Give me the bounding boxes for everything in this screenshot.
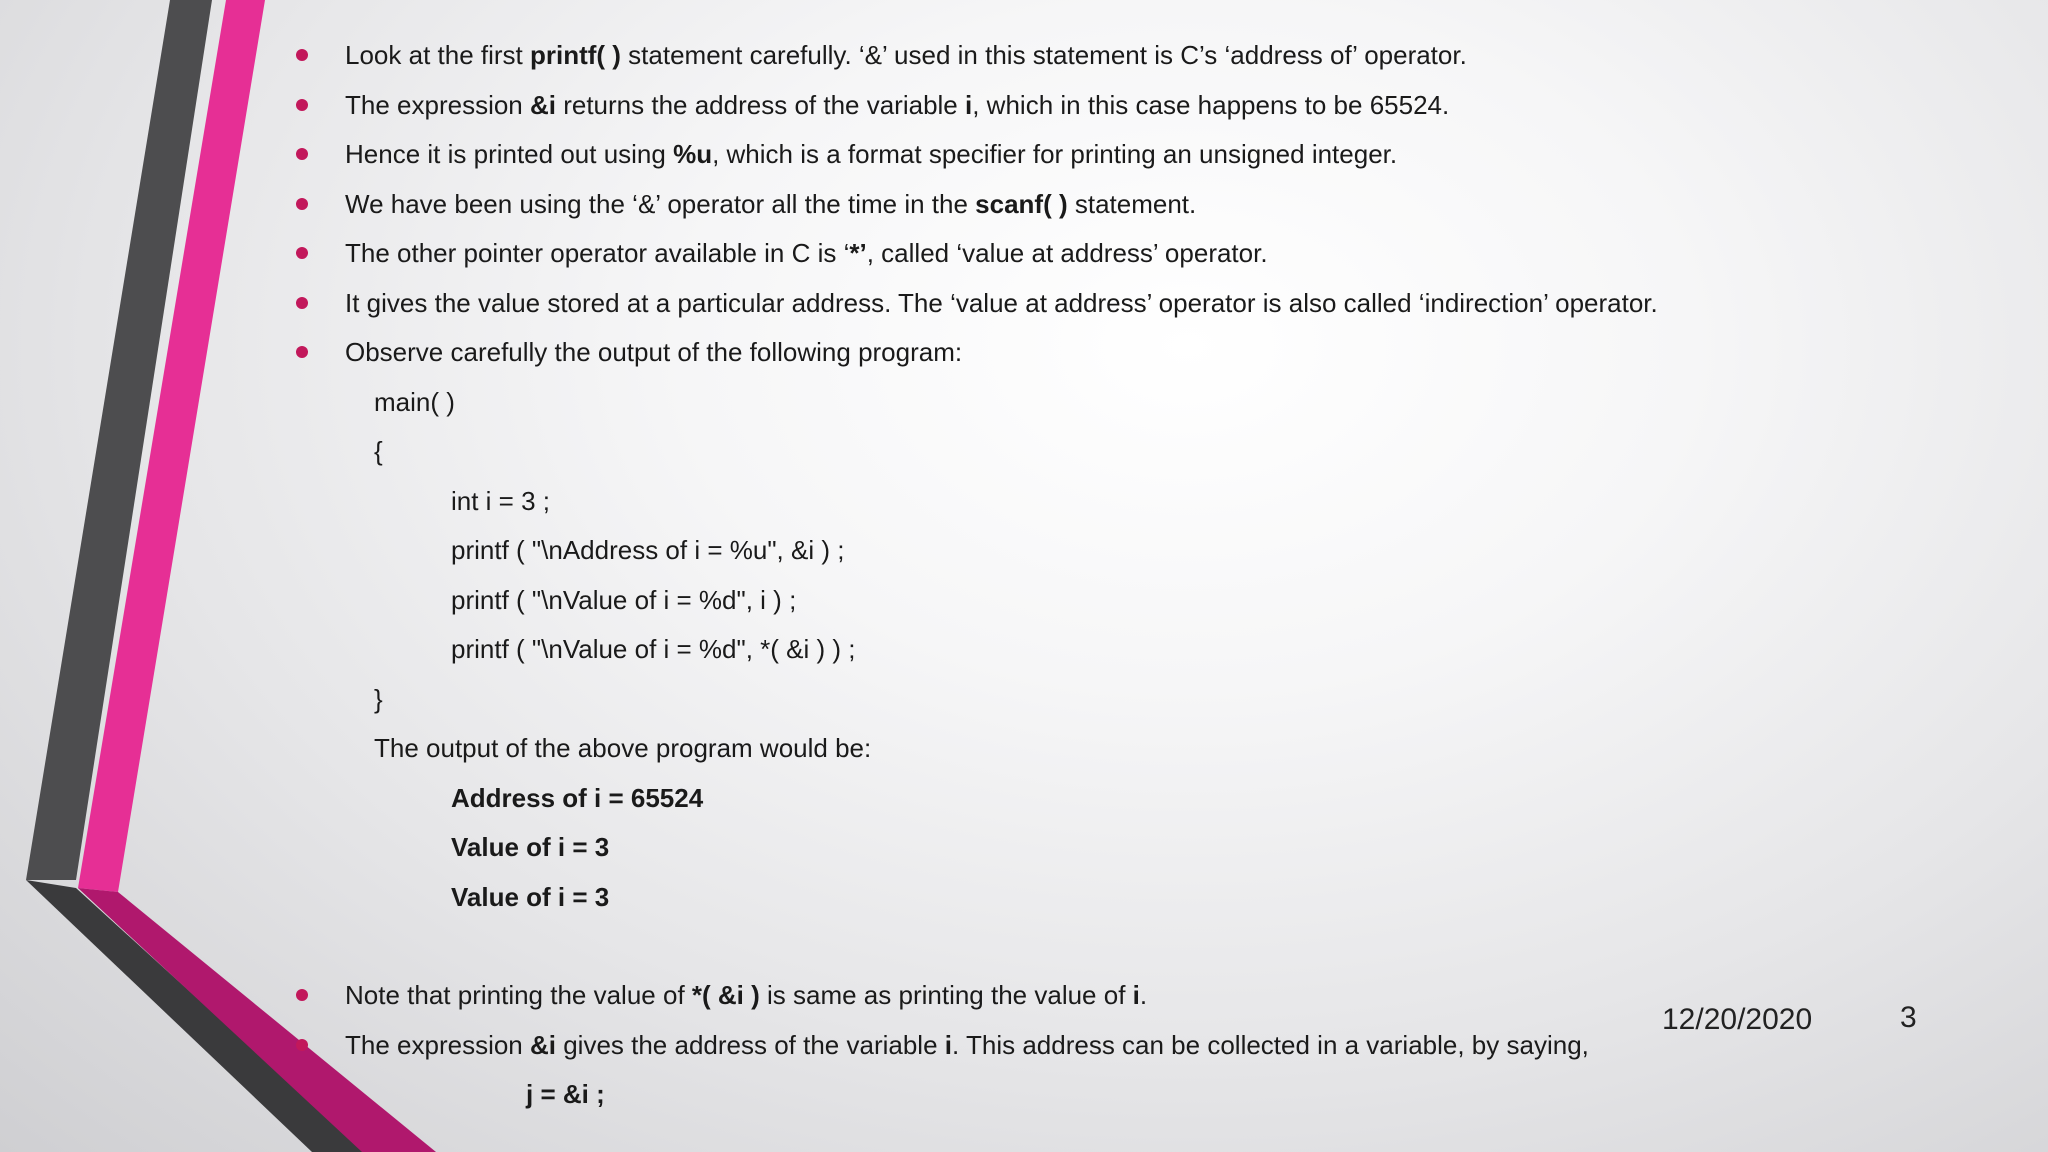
code-line: printf ( "\nValue of i = %d", i ) ; <box>451 585 797 615</box>
bullet-text: The expression &i gives the address of the variable i. This address can be collected in a variable, by saying, <box>345 1030 1589 1060</box>
code-main: main( ) <box>374 387 455 417</box>
bullet-dot <box>296 1039 308 1051</box>
code-line: int i = 3 ; <box>451 486 550 516</box>
bullet-dot <box>296 247 308 259</box>
bullet-text: Hence it is printed out using %u, which is a format specifier for printing an unsigned integer. <box>345 139 1398 169</box>
bullet-text: It gives the value stored at a particular address. The ‘value at address’ operator is also called ‘indirection’ operator. <box>345 288 1658 318</box>
bullet-dot <box>296 346 308 358</box>
bullet-text: Observe carefully the output of the following program: <box>345 337 963 367</box>
dark-band-lower <box>26 880 366 1152</box>
slide-number: 3 <box>1900 1001 1917 1034</box>
bullet-text: Look at the first printf( ) statement carefully. ‘&’ used in this statement is C’s ‘address of’ operator. <box>345 40 1467 70</box>
code-open-brace: { <box>374 436 383 466</box>
bullet-dot <box>296 297 308 309</box>
output-line: Value of i = 3 <box>451 832 610 862</box>
bullet-text: The expression &i returns the address of the variable i, which in this case happens to be 65524. <box>345 90 1450 120</box>
bullet-dot <box>296 198 308 210</box>
output-line: Value of i = 3 <box>451 882 610 912</box>
bullet-text: Note that printing the value of *( &i ) is same as printing the value of i. <box>345 980 1148 1010</box>
output-line: Address of i = 65524 <box>451 783 704 813</box>
code-line: printf ( "\nValue of i = %d", *( &i ) ) ; <box>451 634 856 664</box>
bullet-text: We have been using the ‘&’ operator all the time in the scanf( ) statement. <box>345 189 1197 219</box>
slide-date: 12/20/2020 <box>1662 1003 1813 1036</box>
bullet-dot <box>296 49 308 61</box>
code-close-brace: } <box>374 684 383 714</box>
bullet-dot <box>296 99 308 111</box>
bullet-dot <box>296 989 308 1001</box>
output-intro: The output of the above program would be: <box>374 733 872 763</box>
bullet-text: The other pointer operator available in C is ‘*’, called ‘value at address’ operator. <box>345 238 1268 268</box>
code-line: printf ( "\nAddress of i = %u", &i ) ; <box>451 535 845 565</box>
bullet-dot <box>296 148 308 160</box>
assignment-line: j = &i ; <box>526 1079 605 1109</box>
